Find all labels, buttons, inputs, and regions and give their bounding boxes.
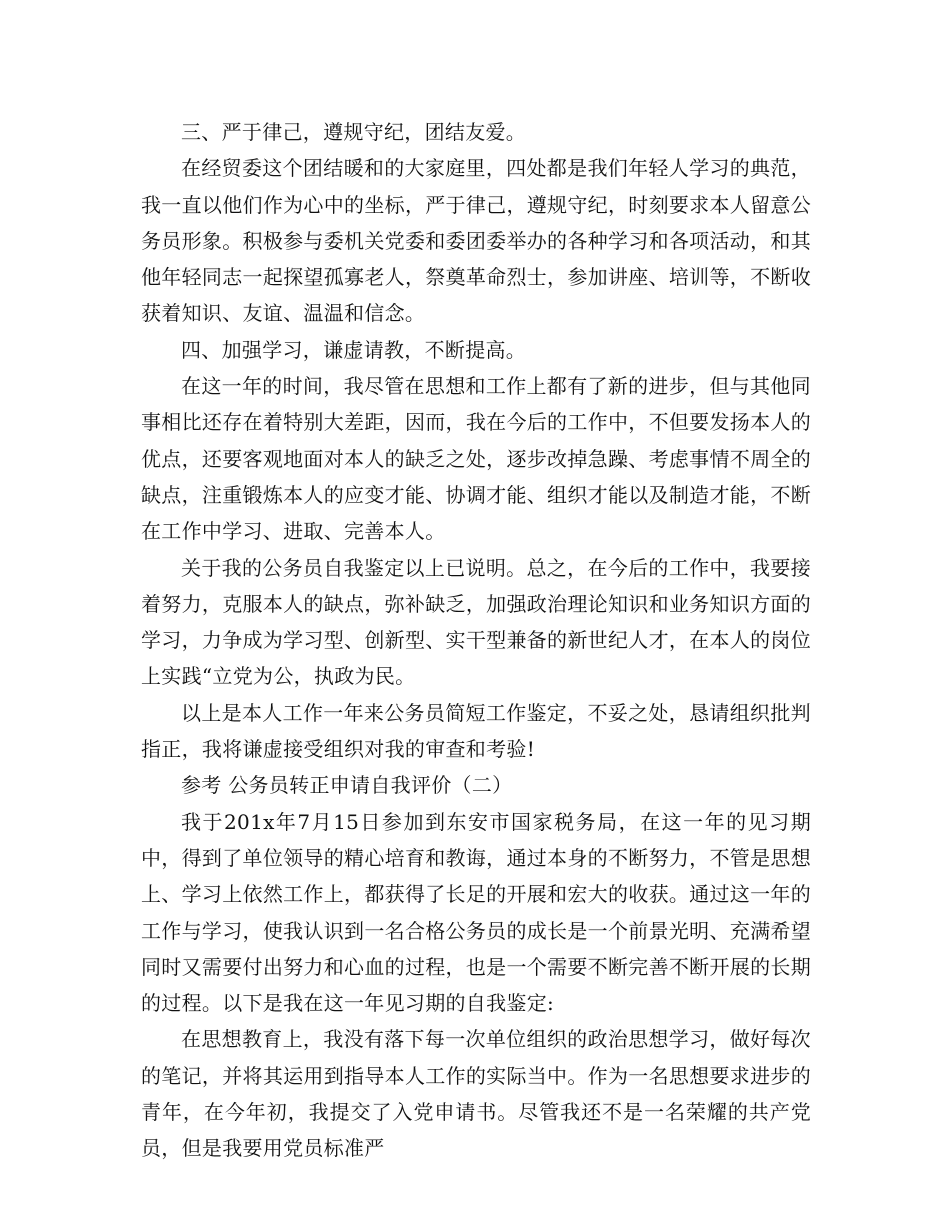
section-heading-3: 三、严于律己，遵规守纪，团结友爱。 xyxy=(181,120,527,144)
paragraph-closing: 以上是本人工作一年来公务员简短工作鉴定，不妥之处，恳请组织批判指正，我将谦虚接受组织对我的审查和考验! xyxy=(141,700,811,762)
paragraph-intro: 我于201x年7月15日参加到东安市国家税务局，在这一年的见习期中，得到了单位领导的精心培育和教诲，通过本身的不断努力，不管是思想上、学习上依然工作上，都获得了长足的开展和宏大的收获。通过这一年的工作与学习，使我认识到一名合格公务员的成长是一个前景光明、充满希望同时又需要付出努力和心血的过程，也是一个需要不断完善不断开展的长期的过程。以下是我在这一年见习期的自我鉴定: xyxy=(141,809,811,1016)
section-heading-4: 四、加强学习，谦虚请教，不断提高。 xyxy=(181,337,527,362)
paragraph-summary: 关于我的公务员自我鉴定以上已说明。总之，在今后的工作中，我要接着努力，克服本人的缺点，弥补缺乏，加强政治理论知识和业务知识方面的学习，力争成为学习型、创新型、实干型兼备的新世纪人才，在本人的岗位上实践“立党为公，执政为民。 xyxy=(141,555,811,689)
paragraph-discipline: 在经贸委这个团结暖和的大家庭里，四处都是我们年轻人学习的典范，我一直以他们作为心中的坐标，严于律己，遵规守纪，时刻要求本人留意公务员形象。积极参与委机关党委和委团委举办的各种学习和各项活动，和其他年轻同志一起探望孤寡老人，祭奠革命烈士，参加讲座、培训等，不断收获着知识、友谊、温温和信念。 xyxy=(141,156,811,326)
reference-title: 参考 公务员转正申请自我评价（二） xyxy=(181,773,513,798)
paragraph-ideology: 在思想教育上，我没有落下每一次单位组织的政治思想学习，做好每次的笔记，并将其运用到指导本人工作的实际当中。作为一名思想要求进步的青年，在今年初，我提交了入党申请书。尽管我还不是一名荣耀的共产党员，但是我要用党员标准严 xyxy=(141,1027,811,1161)
paragraph-learning: 在这一年的时间，我尽管在思想和工作上都有了新的进步，但与其他同事相比还存在着特别大差距，因而，我在今后的工作中，不但要发扬本人的优点，还要客观地面对本人的缺乏之处，逐步改掉急躁、考虑事情不周全的缺点，注重锻炼本人的应变才能、协调才能、组织才能以及制造才能，不断在工作中学习、进取、完善本人。 xyxy=(141,374,811,544)
document-page xyxy=(141,114,811,1167)
